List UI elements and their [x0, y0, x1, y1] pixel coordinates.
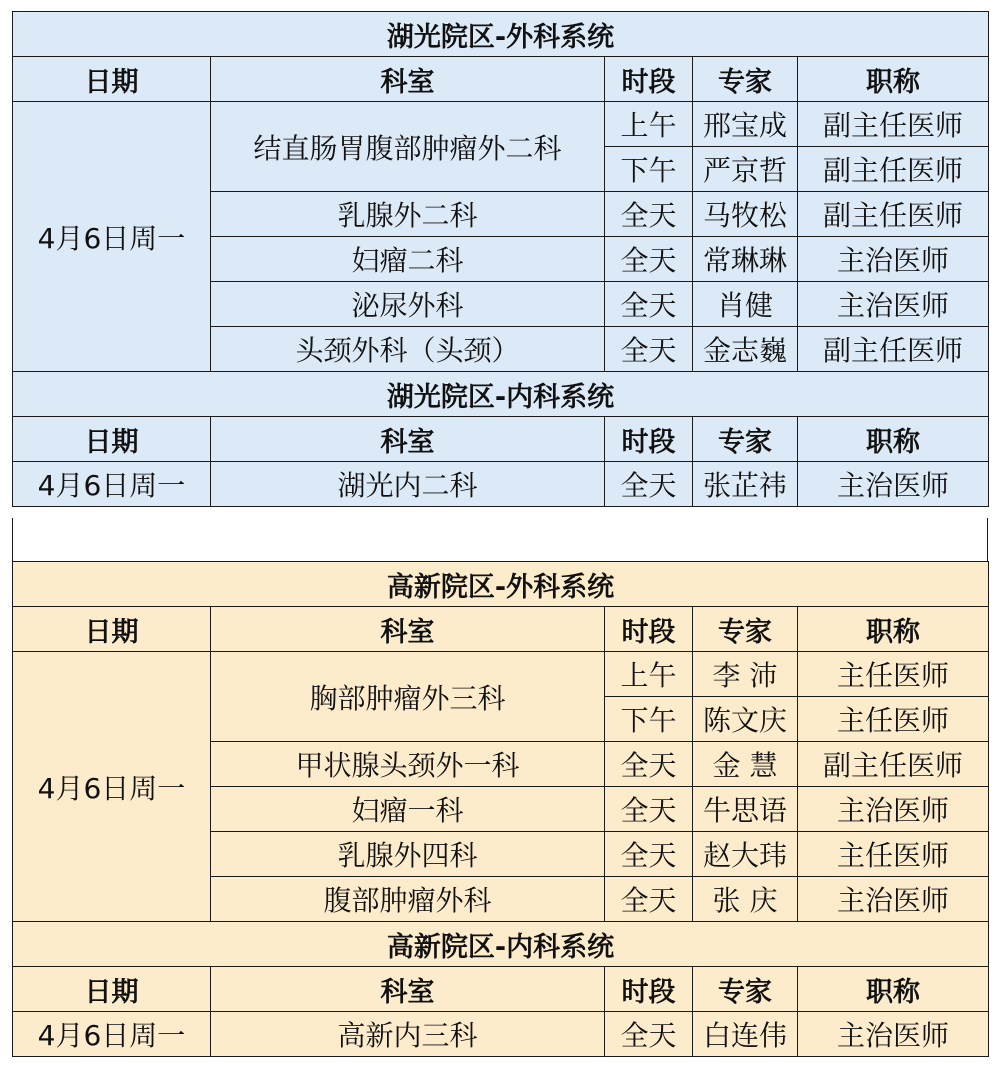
- expert-cell: 赵大玮: [693, 832, 798, 877]
- expert-cell: 严京哲: [693, 147, 798, 192]
- dept-cell: 妇瘤一科: [211, 787, 605, 832]
- title-cell: 主任医师: [798, 832, 989, 877]
- header-date: 日期: [13, 967, 211, 1012]
- header-dept: 科室: [211, 967, 605, 1012]
- header-dept: 科室: [211, 607, 605, 652]
- title-cell: 副主任医师: [798, 742, 989, 787]
- gaoxin-schedule-table: [12, 561, 989, 1057]
- dept-cell: 高新内三科: [211, 1012, 605, 1057]
- header-title: 职称: [798, 607, 989, 652]
- period-cell: 上午: [605, 102, 693, 147]
- title-cell: 主治医师: [798, 282, 989, 327]
- header-expert: 专家: [693, 417, 798, 462]
- header-period: 时段: [605, 967, 693, 1012]
- header-period: 时段: [605, 57, 693, 102]
- title-cell: 副主任医师: [798, 147, 989, 192]
- period-cell: 全天: [605, 192, 693, 237]
- expert-cell: 牛思语: [693, 787, 798, 832]
- table-row: [13, 102, 989, 147]
- expert-cell: 马牧松: [693, 192, 798, 237]
- expert-cell: 邢宝成: [693, 102, 798, 147]
- title-cell: 副主任医师: [798, 327, 989, 372]
- period-cell: 下午: [605, 147, 693, 192]
- date-cell: 4月6日周一: [13, 102, 211, 372]
- header-title: 职称: [798, 417, 989, 462]
- expert-cell: 金志巍: [693, 327, 798, 372]
- dept-cell: 乳腺外二科: [211, 192, 605, 237]
- dept-cell: 头颈外科（头颈）: [211, 327, 605, 372]
- table-row: [13, 1012, 989, 1057]
- title-cell: 主治医师: [798, 787, 989, 832]
- date-cell: 4月6日周一: [13, 652, 211, 922]
- table-row: [13, 652, 989, 697]
- section-title: 高新院区-外科系统: [13, 562, 989, 607]
- expert-cell: 金 慧: [693, 742, 798, 787]
- title-cell: 主任医师: [798, 697, 989, 742]
- expert-cell: 陈文庆: [693, 697, 798, 742]
- expert-cell: 常琳琳: [693, 237, 798, 282]
- expert-cell: 肖健: [693, 282, 798, 327]
- title-cell: 主治医师: [798, 1012, 989, 1057]
- header-title: 职称: [798, 967, 989, 1012]
- period-cell: 全天: [605, 787, 693, 832]
- period-cell: 下午: [605, 697, 693, 742]
- dept-cell: 腹部肿瘤外科: [211, 877, 605, 922]
- dept-cell: 泌尿外科: [211, 282, 605, 327]
- title-cell: 副主任医师: [798, 192, 989, 237]
- title-cell: 副主任医师: [798, 102, 989, 147]
- dept-cell: 甲状腺头颈外一科: [211, 742, 605, 787]
- header-dept: 科室: [211, 57, 605, 102]
- section-title: 湖光院区-内科系统: [13, 372, 989, 417]
- header-date: 日期: [13, 57, 211, 102]
- header-expert: 专家: [693, 607, 798, 652]
- dept-cell: 胸部肿瘤外三科: [211, 652, 605, 742]
- period-cell: 全天: [605, 282, 693, 327]
- title-cell: 主治医师: [798, 877, 989, 922]
- period-cell: 全天: [605, 237, 693, 282]
- header-date: 日期: [13, 417, 211, 462]
- header-expert: 专家: [693, 57, 798, 102]
- huguang-schedule-table: [12, 11, 989, 507]
- title-cell: 主治医师: [798, 462, 989, 507]
- expert-cell: 张 庆: [693, 877, 798, 922]
- period-cell: 全天: [605, 1012, 693, 1057]
- dept-cell: 乳腺外四科: [211, 832, 605, 877]
- dept-cell: 妇瘤二科: [211, 237, 605, 282]
- period-cell: 全天: [605, 832, 693, 877]
- period-cell: 全天: [605, 327, 693, 372]
- dept-cell: 湖光内二科: [211, 462, 605, 507]
- title-cell: 主治医师: [798, 237, 989, 282]
- expert-cell: 白连伟: [693, 1012, 798, 1057]
- title-cell: 主任医师: [798, 652, 989, 697]
- header-expert: 专家: [693, 967, 798, 1012]
- date-cell: 4月6日周一: [13, 1012, 211, 1057]
- header-period: 时段: [605, 607, 693, 652]
- period-cell: 全天: [605, 742, 693, 787]
- date-cell: 4月6日周一: [13, 462, 211, 507]
- section-spacer: [12, 518, 988, 562]
- expert-cell: 李 沛: [693, 652, 798, 697]
- period-cell: 全天: [605, 462, 693, 507]
- period-cell: 上午: [605, 652, 693, 697]
- dept-cell: 结直肠胃腹部肿瘤外二科: [211, 102, 605, 192]
- expert-cell: 张芷祎: [693, 462, 798, 507]
- section-title: 湖光院区-外科系统: [13, 12, 989, 57]
- table-row: [13, 462, 989, 507]
- period-cell: 全天: [605, 877, 693, 922]
- header-date: 日期: [13, 607, 211, 652]
- section-title: 高新院区-内科系统: [13, 922, 989, 967]
- header-period: 时段: [605, 417, 693, 462]
- header-dept: 科室: [211, 417, 605, 462]
- header-title: 职称: [798, 57, 989, 102]
